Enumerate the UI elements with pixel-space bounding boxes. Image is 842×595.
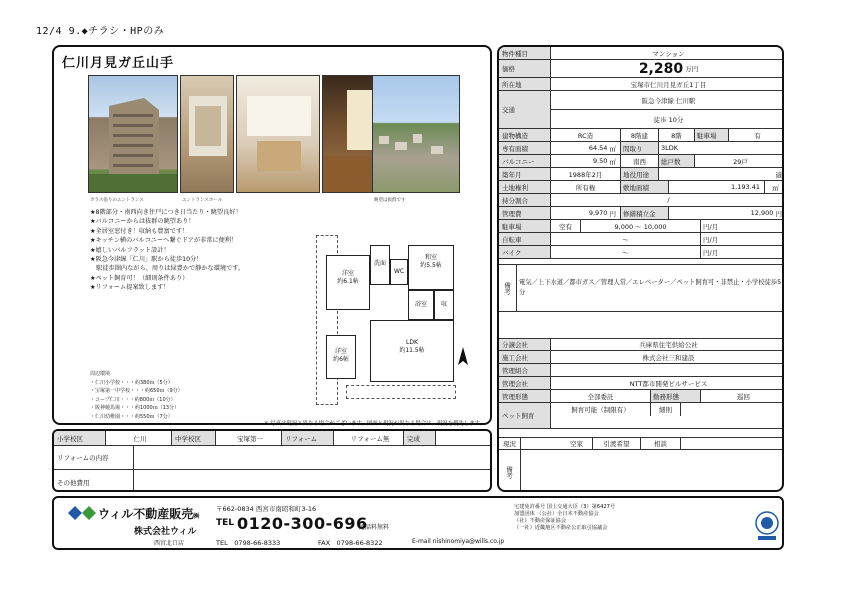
- tel-number-2: TEL 0798-66-8333: [216, 539, 281, 547]
- spec-label: 所在地: [499, 78, 551, 90]
- spec-label: 管理形態: [499, 390, 551, 402]
- layout-value: 3LDK: [661, 144, 679, 152]
- photo-caption-2: エントランスホール: [182, 198, 223, 203]
- spec-label: ペット飼育: [499, 403, 551, 428]
- floor-no-value: 8階: [659, 129, 695, 141]
- reform-content-label: リフォームの内容: [54, 446, 134, 469]
- spec-label: 管理組合: [499, 364, 551, 376]
- fax-number: FAX 0798-66-8322: [318, 539, 383, 547]
- site-area-unit: ㎡: [772, 183, 779, 192]
- spec-label: 自転車: [499, 233, 551, 245]
- price-value: [551, 60, 784, 77]
- room-japanese: [408, 245, 454, 290]
- room-ldk-label: LDK 約11.5帖: [399, 339, 425, 354]
- layout-label: 間取り: [621, 142, 659, 154]
- biko-label: 備考: [499, 450, 521, 492]
- property-title: 仁川月見ガ丘山手: [62, 56, 175, 71]
- surroundings-item: ・仁川小学校・・・約380ｍ（5分）: [90, 379, 173, 386]
- mgmt-company-value: NTT都市開発ビルサービス: [629, 379, 708, 388]
- property-spec-table: [497, 45, 784, 492]
- table-row: [499, 78, 782, 91]
- status-spacer: [521, 438, 561, 449]
- table-row: [499, 450, 782, 492]
- completion-label: 完成: [404, 431, 436, 445]
- spec-label: バルコニー: [499, 155, 551, 167]
- page-header: 12/4 9.◆チラシ・HPのみ: [36, 26, 165, 37]
- tel-note: 通話料無料: [359, 524, 390, 531]
- table-row: [499, 246, 782, 259]
- balcony-value: [551, 155, 621, 167]
- parking-value: 有: [754, 131, 761, 140]
- feature-item: 駅徒歩圏内ながら、周りは緑豊かで静かな環境です。: [90, 265, 245, 273]
- surroundings-item: ・阪神競馬場・・・約1000ｍ（13分）: [90, 405, 180, 412]
- email-address[interactable]: E-mail nishinomiya@wills.co.jp: [412, 538, 505, 545]
- compass-icon: [456, 347, 470, 369]
- parking-label: 駐車場: [695, 129, 729, 141]
- company-address: 〒662-0834 西宮市南昭和町3-16: [216, 505, 317, 513]
- spec-label: 分譲会社: [499, 339, 551, 350]
- feature-item: ★全居室窓付き！収納も豊富です！: [90, 227, 189, 235]
- spec-label: 持分割合: [499, 194, 551, 206]
- table-row: [499, 338, 782, 351]
- price-amount: 2,280: [638, 60, 684, 77]
- table-row: [499, 390, 782, 403]
- status-value: 空家: [561, 438, 593, 449]
- spacer: [499, 429, 782, 437]
- property-type-value: マンション: [652, 49, 685, 58]
- delivery-label: 引渡希望: [593, 438, 641, 449]
- view-photo: [372, 75, 460, 193]
- elementary-label: 小学校区: [54, 431, 106, 445]
- table-row: [499, 377, 782, 390]
- units-label: 総戸数: [659, 155, 695, 167]
- license-line: 宅建免許番号 国土交通大臣（3）第6427号: [514, 504, 616, 510]
- area-unit: ㎡: [609, 144, 616, 153]
- mgmt-assoc-value: [551, 364, 784, 376]
- balcony-number: 9.50: [592, 157, 608, 165]
- brand-text: ウィル不動産販売: [98, 507, 194, 521]
- tel-number[interactable]: 0120-300-696: [237, 514, 368, 533]
- spec-label: 駐車場: [499, 220, 551, 232]
- transport-walk: [551, 110, 784, 129]
- license-line: （社）不動産保証協会: [514, 518, 566, 524]
- built-value: 1988年2月: [551, 168, 621, 180]
- parking-fee-unit: 円/月: [703, 222, 719, 231]
- company-name: 株式会社ウィル: [134, 527, 197, 537]
- surroundings-list: [90, 370, 290, 422]
- structure-value: RC造: [551, 129, 621, 141]
- table-row: [499, 168, 782, 181]
- area-number: 64.54: [588, 144, 608, 152]
- bicycle-unit: 円/月: [703, 235, 719, 244]
- land-use-value: 適: [775, 170, 782, 179]
- walk-time: 10分: [668, 116, 684, 124]
- entrance-hall-photo: [236, 75, 320, 193]
- feature-list: [90, 208, 305, 293]
- bike-unit: 円/月: [703, 248, 719, 257]
- reform-label: リフォーム: [282, 431, 334, 445]
- mgmt-fee-number: 9,970: [588, 209, 608, 217]
- direction-value: 南西: [621, 155, 659, 167]
- spec-label: 交通: [499, 91, 551, 128]
- pet-note: 細則: [651, 403, 681, 416]
- builder-value: 株式会社三和建設: [642, 353, 695, 362]
- units-value: 29戸: [733, 157, 748, 166]
- remarks-value: 電気／上下水道／都市ガス／管理人常／エレベーター／ペット飼育可・非禁止・小学校徒歩5分: [519, 279, 782, 296]
- reform-value: リフォーム無: [334, 431, 404, 445]
- completion-value: [436, 431, 492, 445]
- feature-item: ★キッチン横のバルコニーへ繋ぐドアが非常に便利！: [90, 237, 238, 245]
- spec-label: 施工会社: [499, 351, 551, 363]
- room-western-label: 洋室 約6.1帖: [337, 270, 359, 285]
- table-row: [499, 194, 782, 207]
- table-row: [499, 233, 782, 246]
- repair-label: 修繕積立金: [621, 207, 669, 219]
- transport-line: 阪急今津線 仁川駅: [551, 91, 784, 110]
- tel-label: TEL: [216, 518, 235, 528]
- feature-item: ★バルコニーからは抜群の眺望あり！: [90, 218, 195, 226]
- disclaimer-note: ※ 写真は現況と異なる場合がございます。図面と現況が異なる場合は、現況を優先します。: [264, 421, 485, 427]
- middle-school-value: 宝塚第一: [216, 431, 282, 445]
- work-style-value: 巡回: [737, 392, 750, 401]
- spec-label: 専有面積: [499, 142, 551, 154]
- seller-value: 兵庫県住宅供給公社: [639, 341, 698, 349]
- surroundings-item: ・宝塚第一中学校・・・約650ｍ（9分）: [90, 388, 183, 395]
- price-unit: 万円: [685, 65, 699, 73]
- brand-mark: ㈱: [193, 513, 200, 520]
- spec-label: 築年月: [499, 168, 551, 180]
- balcony-area: [346, 385, 456, 399]
- room-bath: [408, 290, 434, 320]
- building-exterior-photo: [88, 75, 178, 193]
- room-toilet-label: WC: [393, 268, 405, 275]
- spacer: [499, 312, 782, 338]
- site-area-label: 敷地面積: [621, 181, 669, 193]
- table-row: [499, 364, 782, 377]
- bike-fee: 〜: [551, 246, 701, 258]
- table-row: [499, 47, 782, 60]
- surroundings-item: ・仁川幼稚園・・・約550ｍ（7分）: [90, 413, 173, 420]
- room-closet: [434, 290, 454, 320]
- parking-status: 空有: [551, 220, 581, 232]
- table-row: [499, 437, 782, 450]
- table-row: [54, 431, 490, 446]
- surroundings-item: 周辺環境: [90, 371, 111, 377]
- room-wash-label: 洗面: [373, 260, 386, 267]
- property-overview-panel: [52, 45, 492, 425]
- repair-unit: 円: [775, 209, 782, 218]
- table-row: [499, 155, 782, 168]
- association-seal-icon: [754, 508, 780, 542]
- company-footer: [52, 496, 784, 550]
- room-wash: [370, 245, 390, 285]
- table-row: [499, 60, 782, 78]
- surroundings-item: ・コープ仁川・・・約800ｍ（10分）: [90, 396, 176, 403]
- spec-label: 管理費: [499, 207, 551, 219]
- repair-number: 12,900: [750, 209, 774, 217]
- area-value: [551, 142, 621, 154]
- other-cost-label: その他費用: [54, 470, 134, 492]
- reform-info-table: [52, 429, 492, 492]
- feature-item: ★阪急今津線「仁川」駅から徒歩10分！: [90, 256, 203, 264]
- floors-value: 8階建: [621, 129, 659, 141]
- room-toilet: [390, 259, 408, 285]
- spec-label: バイク: [499, 246, 551, 258]
- bicycle-fee: 〜: [551, 233, 701, 245]
- mgmt-fee-value: [551, 207, 621, 219]
- walk-label: 徒歩: [653, 116, 667, 124]
- table-row: [499, 220, 782, 233]
- land-use-label: 地役用途: [621, 168, 659, 180]
- table-row: [499, 91, 782, 129]
- spec-label: 管理会社: [499, 377, 551, 389]
- other-cost-value: [134, 470, 492, 492]
- company-logo-icon: [68, 506, 96, 520]
- parking-fee: 9,000 〜 10,000: [581, 220, 701, 232]
- photo-caption-1: カラス張りのエントランス: [90, 198, 144, 203]
- table-row: [499, 142, 782, 155]
- table-row: [499, 129, 782, 142]
- license-line: 加盟団体 （公社）全日本不動産協会: [514, 511, 599, 517]
- location-value: 宝塚市仁川月見ガ丘1丁目: [630, 80, 707, 89]
- room-closet-label: 収: [440, 301, 447, 308]
- spec-label: 土地権利: [499, 181, 551, 193]
- feature-item: ★ペット飼育可！（細則条件あり）: [90, 274, 189, 282]
- spec-label: 物件種目: [499, 47, 551, 59]
- entrance-photo: [180, 75, 234, 193]
- work-style-label: 勤務形態: [651, 390, 701, 402]
- elementary-value: 仁川: [106, 431, 172, 445]
- room-japanese-label: 和室 約5.5帖: [420, 254, 442, 269]
- reform-content-value: [134, 446, 492, 469]
- table-row: [499, 207, 782, 220]
- license-info: [514, 504, 764, 532]
- floor-plan: [316, 235, 464, 407]
- land-right-value: 所有権: [551, 181, 621, 193]
- license-line: （一社）近畿地区不動産公正取引協議会: [514, 525, 608, 531]
- mgmt-style-value: 全部委託: [551, 390, 651, 402]
- remarks-label: 備考: [499, 265, 517, 311]
- room-western: [326, 255, 370, 310]
- photo-caption-4: 眺望は抜群です: [374, 198, 406, 203]
- table-row: [499, 403, 782, 429]
- status-label: 現況: [499, 438, 521, 449]
- feature-item: ★8階部分・南西向き住戸につき日当たり・眺望良好！: [90, 209, 242, 216]
- pet-value: 飼育可能（制限有）: [551, 403, 651, 416]
- balcony-unit: ㎡: [609, 157, 616, 166]
- delivery-value: 相談: [641, 438, 681, 449]
- share-value: /: [667, 196, 670, 204]
- repair-value: [669, 207, 784, 219]
- middle-school-label: 中学校区: [172, 431, 216, 445]
- brand-name: [98, 505, 199, 522]
- table-row: [499, 264, 782, 312]
- room-western2-label: 洋室 約6帖: [333, 348, 349, 363]
- feature-item: ★リフォーム提案致します！: [90, 284, 170, 292]
- room-bath-label: 浴室: [414, 301, 427, 308]
- room-western2: [326, 335, 356, 379]
- table-row: [54, 470, 490, 492]
- mgmt-fee-unit: 円: [609, 209, 616, 218]
- table-row: [499, 181, 782, 194]
- spec-label: 建物構造: [499, 129, 551, 141]
- shop-name: 西宮北口店: [154, 540, 185, 547]
- site-area-value: 1,193.41: [669, 181, 765, 193]
- room-ldk: [370, 320, 454, 382]
- table-row: [54, 446, 490, 470]
- spec-label: 価格: [499, 60, 551, 77]
- feature-item: ★嬉しいバルフラット設計！: [90, 246, 170, 254]
- table-row: [499, 351, 782, 364]
